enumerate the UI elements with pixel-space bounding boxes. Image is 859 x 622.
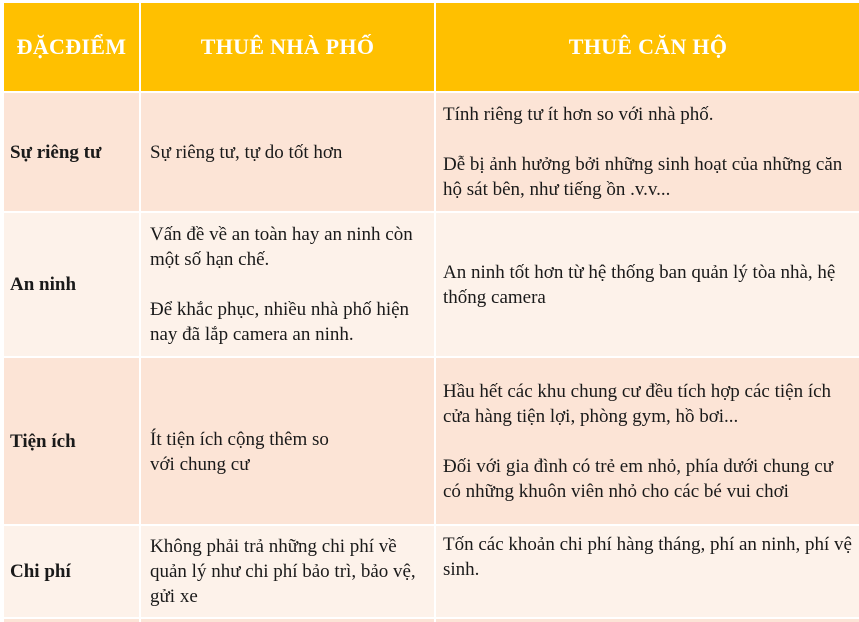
cost-house: [141, 526, 434, 617]
cost-house-text: Không phải trả những chi phí về quản lý như chi phí bảo trì, bảo vệ, gửi xe: [150, 536, 416, 607]
privacy-apartment: [436, 93, 859, 211]
amenities-house: [141, 358, 434, 524]
header-rent-house: THUÊ NHÀ PHỐ: [141, 3, 434, 91]
security-apartment-text: An ninh tốt hơn từ hệ thống ban quản lý tòa nhà, hệ thống camera: [443, 261, 836, 308]
header-rent-apartment: THUÊ CĂN HỘ: [436, 3, 859, 91]
privacy-apartment-text-2: Dễ bị ảnh hưởng bởi những sinh hoạt của những căn hộ sát bên, như tiếng ồn .v.v...: [443, 154, 843, 200]
privacy-house: [141, 93, 434, 211]
comparison-table: [4, 3, 856, 612]
amenities-apartment-text-1: Hầu hết các khu chung cư đều tích hợp các tiện ích cửa hàng tiện lợi, phòng gym, hồ bơi...: [443, 380, 832, 427]
amenities-apartment: [436, 358, 859, 524]
cost-apartment: [436, 526, 859, 617]
row-label-privacy: Sự riêng tư: [4, 93, 139, 211]
row-label-amenities: Tiện ích: [4, 358, 139, 524]
amenities-house-text: Ít tiện ích cộng thêm so với chung cư: [150, 429, 329, 475]
privacy-apartment-text-1: Tính riêng tư ít hơn so với nhà phố.: [443, 104, 714, 125]
security-house-text-1: Vấn đề về an toàn hay an ninh còn một số hạn chế.: [150, 224, 413, 270]
security-house: [141, 213, 434, 356]
privacy-house-text: Sự riêng tư, tự do tốt hơn: [150, 141, 343, 163]
cost-apartment-text: Tốn các khoản chi phí hàng tháng, phí an ninh, phí vệ sinh.: [443, 534, 852, 580]
security-apartment: [436, 213, 859, 356]
header-feature: ĐẶCĐIỂM: [4, 3, 139, 91]
security-house-text-2: Để khắc phục, nhiều nhà phố hiện nay đã lắp camera an ninh.: [150, 299, 410, 345]
amenities-apartment-text-2: Đối với gia đình có trẻ em nhỏ, phía dưới chung cư có những khuôn viên nhỏ cho các bé vui chơi: [443, 455, 834, 502]
row-label-cost: Chi phí: [4, 526, 139, 617]
row-label-security: An ninh: [4, 213, 139, 356]
